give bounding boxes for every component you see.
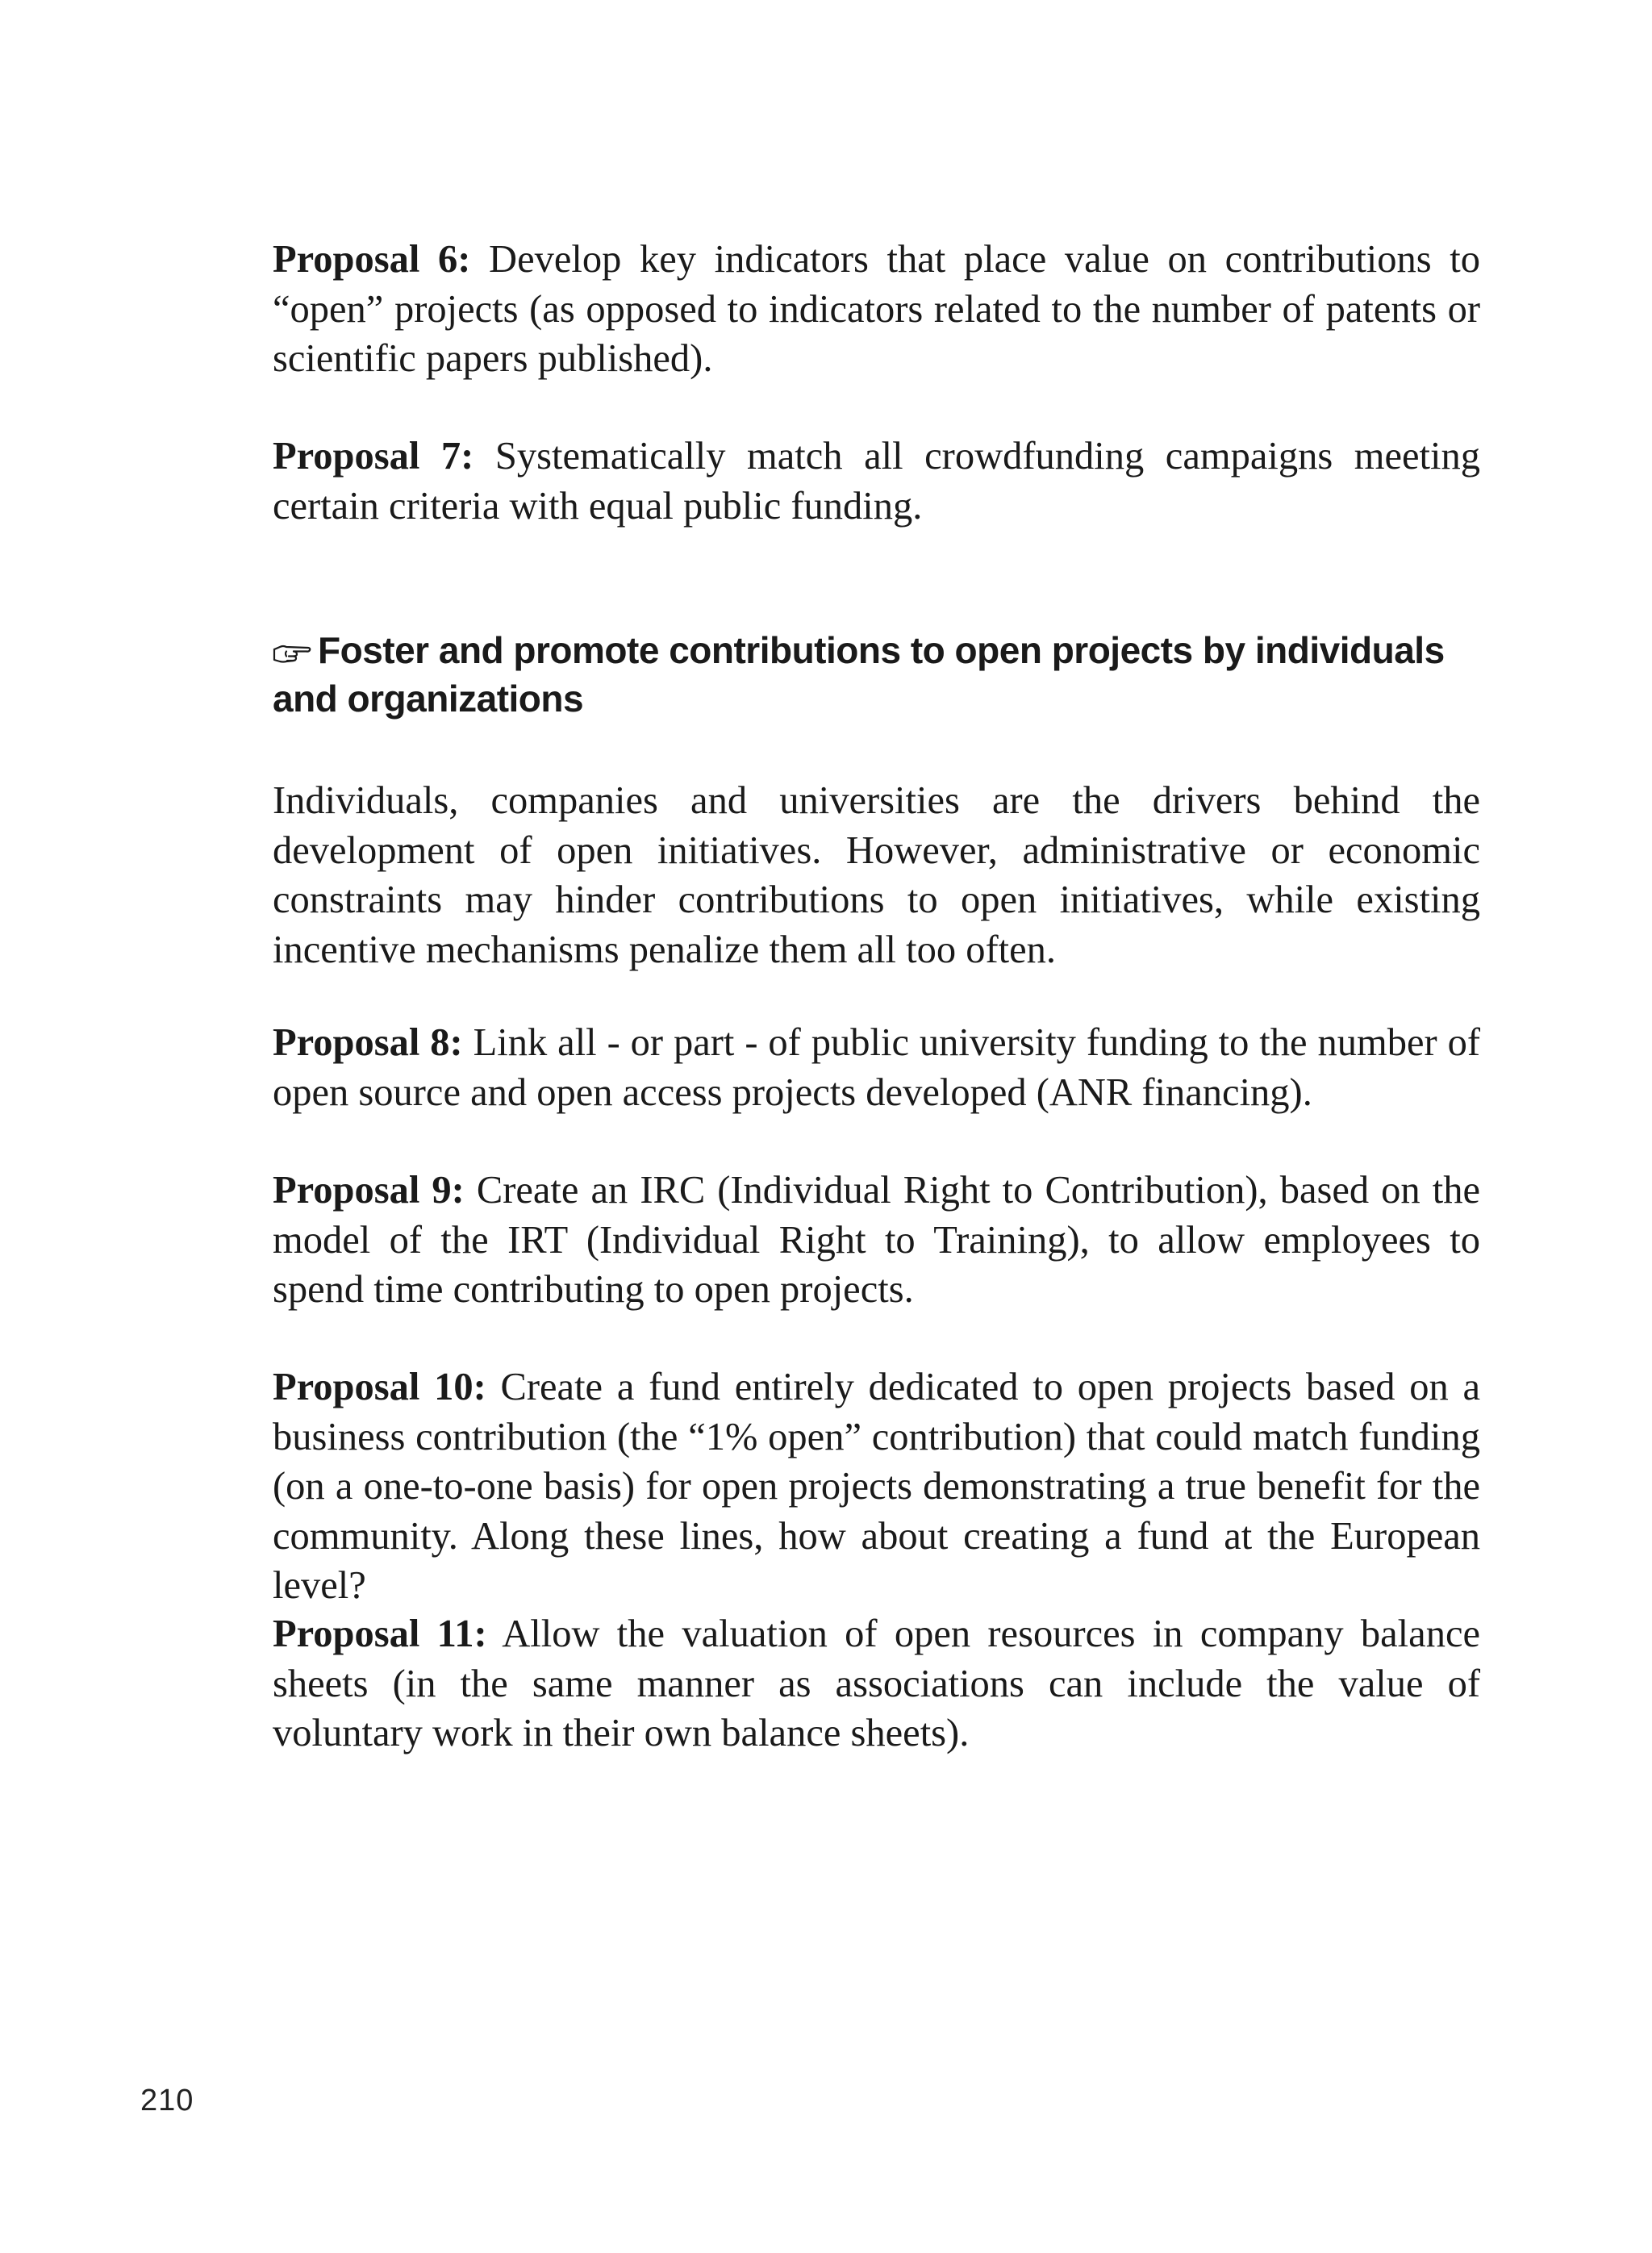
proposal-label: Proposal 11:	[273, 1613, 487, 1655]
proposal-8	[273, 1018, 1480, 1117]
proposal-label: Proposal 9:	[273, 1169, 465, 1212]
page-number: 210	[140, 2084, 194, 2117]
proposal-text: Create an IRC (Individual Right to Contribution), based on the model of the IRT (Individual Right to Training), to allow employees to spend time contributing to open projects.	[273, 1169, 1480, 1311]
proposal-6	[273, 235, 1480, 384]
section-heading	[273, 626, 1480, 723]
proposal-11	[273, 1609, 1480, 1759]
pointing-hand-icon	[273, 628, 311, 650]
proposal-label: Proposal 6:	[273, 238, 471, 281]
section-intro: Individuals, companies and universities are the drivers behind the development of open initiatives. However, administrative or economic constraints may hinder contributions to open initiatives, while existing incentive mechanisms penalize them all too often.	[273, 779, 1480, 971]
proposal-label: Proposal 10:	[273, 1366, 486, 1408]
proposal-label: Proposal 8:	[273, 1021, 463, 1064]
proposal-9	[273, 1166, 1480, 1315]
proposal-text: Create a fund entirely dedicated to open projects based on a business contribution (the “1% open” contribution) that could match funding (on a one-to-one basis) for open projects demonstrating a true benefit for the community. Along these lines, how about creating a fund at the European level?	[273, 1366, 1481, 1607]
proposal-10	[273, 1362, 1480, 1611]
proposal-label: Proposal 7:	[273, 435, 474, 478]
section-heading-text: Foster and promote contributions to open projects by individuals and organizations	[273, 629, 1445, 720]
proposal-text: Systematically match all crowdfunding campaigns meeting certain criteria with equal public funding.	[273, 435, 1480, 528]
proposal-text: Develop key indicators that place value on contributions to “open” projects (as opposed to indicators related to the number of patents or scientific papers published).	[273, 238, 1481, 380]
proposal-7	[273, 432, 1480, 531]
proposal-text: Link all - or part - of public university funding to the number of open source and open access projects developed (ANR financing).	[273, 1021, 1480, 1114]
proposal-text: Allow the valuation of open resources in company balance sheets (in the same manner as associations can include the value of voluntary work in their own balance sheets).	[273, 1613, 1480, 1754]
